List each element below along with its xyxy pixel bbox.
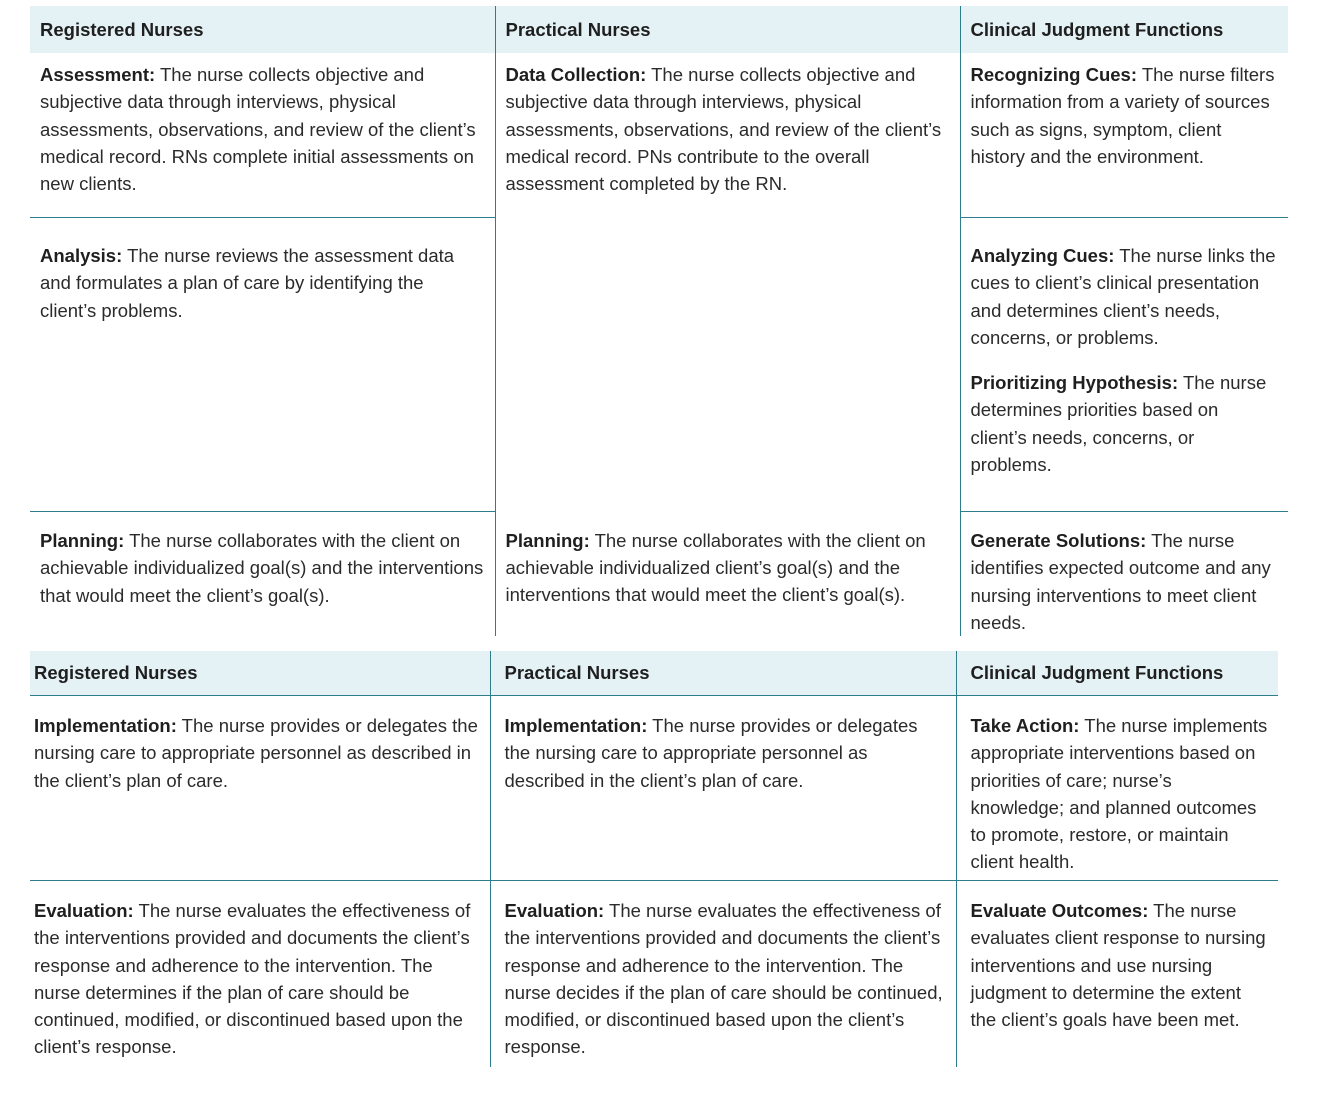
cj-evaluate-text: The nurse evaluates client response to nursing interventions and use nursing judgment to determine the extent the client’s goals have been met. <box>970 900 1266 1031</box>
rn-assessment-term: Assessment: <box>40 64 156 85</box>
rn-planning-text: The nurse collaborates with the client on achievable individualized goal(s) and the interventions that would meet the client’s goal(s). <box>40 530 484 606</box>
rn-evaluation-term: Evaluation: <box>34 900 134 921</box>
rn-analysis-cell <box>30 218 495 512</box>
pn-data-collection-text: The nurse collects objective and subjective data through interviews, physical assessments, observations, and review of the client’s medical record. PNs contribute to the overall assessment completed by the RN. <box>505 64 942 195</box>
cj-recognizing-cues-term: Recognizing Cues: <box>970 64 1138 85</box>
cj-generate-term: Generate Solutions: <box>970 530 1147 551</box>
cj-prioritizing-term: Prioritizing Hypothesis: <box>970 372 1179 394</box>
table-row <box>30 53 1288 218</box>
table-header-row <box>30 651 1278 696</box>
cj-recognizing-cues-cell <box>960 53 1288 218</box>
table-row <box>30 512 1288 637</box>
cj-evaluate-outcomes-cell <box>956 881 1278 1068</box>
pn-planning-term: Planning: <box>505 529 590 551</box>
rn-assessment-text: The nurse collects objective and subjective data through interviews, physical assessments, observations, and review of the client’s medical record. RNs complete initial assessments on new clients. <box>40 64 476 195</box>
cj-prioritizing-text: The nurse determines priorities based on client’s needs, concerns, or problems. <box>970 372 1267 476</box>
rn-planning-term: Planning: <box>40 530 125 551</box>
header-practical-nurses: Practical Nurses <box>490 651 956 696</box>
header-practical-nurses: Practical Nurses <box>495 6 960 53</box>
header-clinical-judgment: Clinical Judgment Functions <box>960 6 1288 53</box>
cj-generate-solutions-cell <box>960 512 1288 637</box>
header-registered-nurses: Registered Nurses <box>30 6 495 53</box>
cj-take-action-text: The nurse implements appropriate interventions based on priorities of care; nurse’s knowledge; and planned outcomes to promote, restore, or maintain client health. <box>970 715 1268 873</box>
nursing-process-table-1 <box>30 6 1288 636</box>
cj-generate-text: The nurse identifies expected outcome and any nursing interventions to meet client needs. <box>970 530 1271 633</box>
cj-recognizing-cues-text: The nurse filters information from a variety of sources such as signs, symptom, client history and the environment. <box>970 64 1275 167</box>
table-header-row <box>30 6 1288 53</box>
rn-evaluation-text: The nurse evaluates the effectiveness of the interventions provided and documents the client’s response and adherence to the intervention. The nurse determines if the plan of care should be continued, modified, or discontinued based upon the client’s response. <box>34 900 471 1058</box>
cj-analyzing-cues-term: Analyzing Cues: <box>970 245 1115 266</box>
cj-evaluate-term: Evaluate Outcomes: <box>970 900 1149 921</box>
pn-implementation-text: The nurse provides or delegates the nursing care to appropriate personnel as described in the client’s plan of care. <box>504 715 918 791</box>
rn-analysis-text: The nurse reviews the assessment data and formulates a plan of care by identifying the client’s problems. <box>40 245 455 321</box>
pn-evaluation-term: Evaluation: <box>504 900 605 921</box>
header-registered-nurses: Registered Nurses <box>30 651 490 696</box>
pn-data-collection-cell <box>495 53 960 512</box>
rn-evaluation-cell <box>30 881 490 1068</box>
pn-data-collection-term: Data Collection: <box>505 64 647 85</box>
rn-analysis-term: Analysis: <box>40 245 123 266</box>
cj-take-action-cell <box>956 696 1278 881</box>
rn-planning-cell <box>30 512 495 637</box>
cj-prioritizing-hypothesis <box>971 369 1279 478</box>
header-clinical-judgment: Clinical Judgment Functions <box>956 651 1278 696</box>
cj-analyzing-cues-text: The nurse links the cues to client’s clinical presentation and determines client’s needs, concerns, or problems. <box>970 245 1276 348</box>
table-row <box>30 696 1278 881</box>
rn-implementation-text: The nurse provides or delegates the nursing care to appropriate personnel as described in the client’s plan of care. <box>34 715 478 791</box>
pn-evaluation-text: The nurse evaluates the effectiveness of the interventions provided and documents the client’s response and adherence to the intervention. The nurse decides if the plan of care should be continued, modified, or discontinued based upon the client’s response. <box>504 900 943 1058</box>
rn-implementation-term: Implementation: <box>34 715 177 736</box>
cj-analyzing-cues <box>971 242 1279 351</box>
cj-analyzing-cell <box>960 218 1288 512</box>
pn-implementation-term: Implementation: <box>504 715 648 736</box>
rn-implementation-cell <box>30 696 490 881</box>
pn-implementation-cell <box>490 696 956 881</box>
cj-take-action-term: Take Action: <box>970 715 1080 736</box>
rn-assessment-cell <box>30 53 495 218</box>
nursing-process-table-2 <box>30 651 1278 1067</box>
pn-planning-cell <box>495 512 960 637</box>
pn-planning-text: The nurse collaborates with the client on achievable individualized client’s goal(s) and the interventions that would meet the client’s goal(s). <box>505 529 926 606</box>
table-row <box>30 881 1278 1068</box>
pn-evaluation-cell <box>490 881 956 1068</box>
